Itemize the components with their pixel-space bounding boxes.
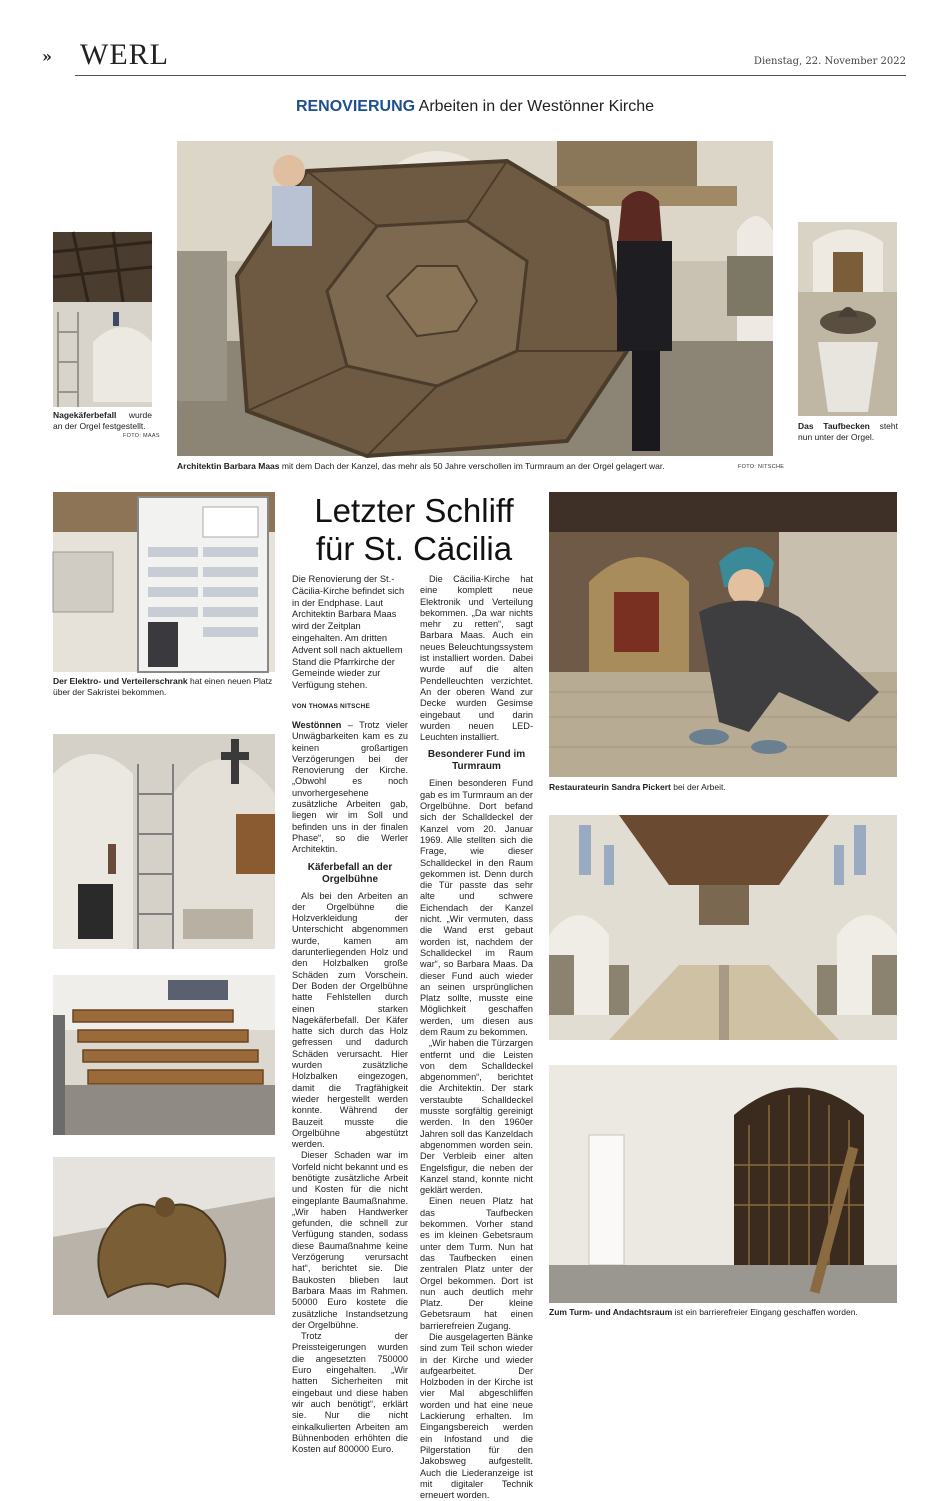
article-lead: Die Renovierung der St.-Cäcilia-Kirche befindet sich in der Endphase. Laut Architektin Barbara Maas wird der Zeitplan eingehalten. Am dritten Advent soll nach aktuellem Stand die Pfarrkirche der Gemeinde wieder zur Verfügung stehen. bbox=[292, 574, 405, 691]
section-heading bbox=[0, 98, 950, 116]
photo-eagle-carving bbox=[53, 1157, 275, 1315]
paragraph: Einen neuen Platz hat das Taufbecken bekommen. Vorher stand es im kleinen Gebetsraum unter dem Turm. Nun hat das Taufbecken einen zentralen Platz unter der Orgel bekommen. Dort ist nun auch deutlich mehr Platz. Der kleine Gebetsraum hat einen barrierefreien Zugang. bbox=[420, 1196, 533, 1331]
paragraph: „Wir haben die Türzargen entfernt und die Leisten von dem Schalldeckel abgenommen“, berichtet die Architektin. Der stark verstaubte Schalldeckel musste sorgfältig gereinigt werden. In den 1960er Jahren soll das Kanzeldach abgenommen worden sein. Der Verbleib einer alten Engelsfigur, die neben der Kanzel stand, konnte nicht geklärt werden. bbox=[420, 1038, 534, 1196]
caption-baptismal-font: Das Taufbecken steht nun unter der Orgel. bbox=[798, 421, 898, 442]
photo-tower-chapel bbox=[549, 1065, 897, 1303]
caption-organ-loft: Nagekäferbefall wurde an der Orgel festgestellt. bbox=[53, 410, 152, 431]
credit-organ-loft: FOTO: MAAS bbox=[123, 433, 160, 439]
subheading-find: Besonderer Fund im Turmraum bbox=[427, 749, 526, 773]
article-byline: VON THOMAS NITSCHE bbox=[292, 703, 370, 710]
paragraph: Dieser Schaden war im Vorfeld nicht bekannt und es benötigte zusätzliche Arbeit und Kosten für die nicht eingeplante Baumaßnahme. „Wir haben Handwerker gefunden, die schnell zur Verfügung standen, sodass diese Baumaßnahme keine Verzögerung verursacht hat“, berichtet sie. Die Baukosten blieben laut Barbara Maas im Rahmen. 50000 Euro kostete die zusätzliche Instandsetzung der Orgelbühne. bbox=[292, 1150, 408, 1330]
article-headline: Letzter Schliff für St. Cäcilia bbox=[314, 492, 514, 567]
subheading-beetle: Käferbefall an der Orgelbühne bbox=[307, 861, 393, 885]
photo-baptismal-font bbox=[798, 222, 897, 416]
photo-organ-loft bbox=[53, 232, 152, 407]
photo-distribution-cabinet bbox=[53, 492, 275, 672]
paragraph: – Trotz vieler Unwägbarkeiten kam es zu keinen großartigen Verzögerungen bei der Renovierung der Kirche. „Obwohl es noch unvorhergesehene zusätzliche Arbeiten gab, liegen wir im Soll und befinden uns in der finalen Phase“, so die Werler Architektin. bbox=[292, 720, 408, 855]
section-kicker: RENOVIERUNG bbox=[295, 98, 416, 115]
article-column-1 bbox=[292, 720, 408, 1455]
caption-pulpit-roof: Architektin Barbara Maas mit dem Dach der Kanzel, das mehr als 50 Jahre verschollen im Turmraum an der Orgel gelagert war. bbox=[177, 461, 665, 471]
issue-date: Dienstag, 22. November 2022 bbox=[753, 56, 906, 67]
article-column-2 bbox=[420, 574, 534, 1501]
paragraph: Trotz der Preissteigerungen wurden die angesetzten 750000 Euro eingehalten. „Wir hatten Sicherheiten mit eingebaut und diese haben wir auch benötigt“, erklärt sie. Nur die nicht einkalkulierten Arbeiten am Bühnenboden erhöhten die Kosten auf 800000 Euro. bbox=[292, 1331, 408, 1455]
paragraph: Die ausgelagerten Bänke sind zum Teil schon wieder in der Kirche und wieder aufgearbeitet. Der Holzboden in der Kirche ist vier Mal abgeschliffen worden und hat eine neue Lackierung erhalten. Im Eingangsbereich werden ein Infostand und die Pilgerstation für den Jakobsweg aufgestellt. Auch die Liederanzeige ist mit digitaler Technik erneuert worden. bbox=[420, 1332, 533, 1501]
caption-distribution-cabinet: Der Elektro- und Verteilerschrank hat einen neuen Platz über der Sakristei bekommen. bbox=[53, 676, 273, 697]
section-title: Arbeiten in der Westönner Kirche bbox=[418, 98, 655, 115]
photo-church-pews bbox=[53, 975, 275, 1135]
header-rule bbox=[75, 75, 906, 76]
dateline: Westönnen bbox=[292, 720, 342, 730]
photo-altar-scaffolding bbox=[53, 734, 275, 949]
credit-pulpit-roof: FOTO: NITSCHE bbox=[738, 464, 785, 470]
header-mark: » bbox=[42, 47, 52, 66]
photo-church-nave bbox=[549, 815, 897, 1040]
paragraph: Als bei den Arbeiten an der Orgelbühne die Holzverkleidung der Unterschicht abgenommen wurde, kamen am darunterliegenden Holz und den Holzbalken große Schäden zum Vorschein. Der Boden der Orgelbühne hatte Fehlstellen durch einen starken Nagekäferbefall. Der Käfer hatte sich durch das Holz gefressen und dadurch Schäden verursacht. Hier wurden zusätzliche Holzbalken eingezogen, damit die Tragfähigkeit wieder hergestellt werden konnte. Während der Bauzeit musste die Orgelbühne abgestützt werden. bbox=[292, 890, 408, 1150]
paragraph: Einen besonderen Fund gab es im Turmraum an der Orgelbühne. Dort befand sich der Schalldeckel der Kanzel vom 20. Januar 1969. Alle stellten sich die Frage, wie dieser Schalldeckel in den Raum gekommen ist. Denn durch die Tür passte das sehr alte und schwere Eichendach der Kanzel nicht. „Wir vermuten, dass die Wand erst gebaut worden ist, nachdem der Schalldeckel im Raum war“, so Barbara Maas. Da dieser Fund auch wieder an seinen ursprünglichen Platz sollte, musste eine Möglichkeit geschaffen werden, um diesen aus dem Raum zu bekommen. bbox=[420, 778, 533, 1037]
photo-pulpit-roof bbox=[177, 141, 773, 456]
photo-restorer bbox=[549, 492, 897, 777]
caption-tower-chapel: Zum Turm- und Andachtsraum ist ein barrierefreier Eingang geschaffen worden. bbox=[549, 1307, 858, 1317]
caption-restorer: Restaurateurin Sandra Pickert bei der Arbeit. bbox=[549, 782, 726, 792]
paragraph: Die Cäcilia-Kirche hat eine komplett neue Elektronik und Verteilung bekommen. „Da war nichts mehr zu retten“, sagt Barbara Maas. Auch ein neues Beleuchtungssystem ist installiert worden. Dabei wurde auf die alten Pendelleuchten verzichtet. An der oberen Wand zur Decke wurden Gesimse eingebaut und darin wurden neuen LED-Leuchten installiert. bbox=[420, 574, 533, 743]
paper-title: WERL bbox=[80, 38, 169, 71]
